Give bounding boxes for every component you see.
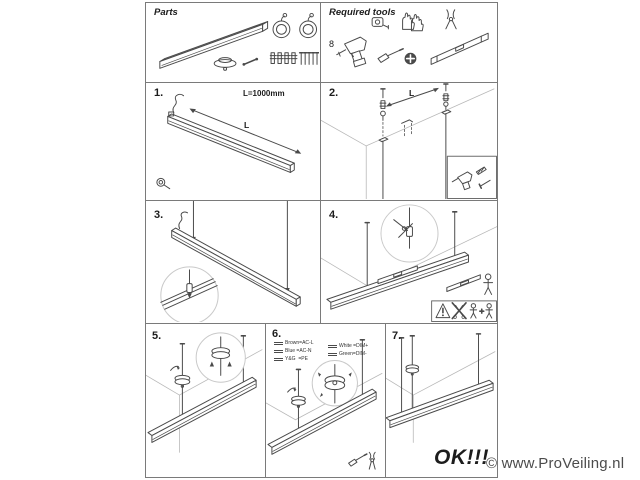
ceiling-cup-icon xyxy=(406,365,419,375)
ceiling-cup-icon xyxy=(171,366,190,387)
light-bar-icon xyxy=(148,377,256,442)
parts-title: Parts xyxy=(154,7,178,18)
wire-symbol xyxy=(274,342,283,345)
step7-number: 7. xyxy=(392,330,402,342)
pliers-icon xyxy=(446,10,456,29)
detail-circle-cup-wiring xyxy=(312,361,357,406)
step4-number: 4. xyxy=(329,209,339,221)
legend-label-green: Green=DIM- xyxy=(339,351,367,357)
step2-dim-label: L xyxy=(409,88,415,98)
anchor-icon xyxy=(476,167,486,174)
suspension-cable-coil-icon xyxy=(273,13,316,37)
panel-parts xyxy=(146,3,319,81)
spirit-level-icon xyxy=(431,33,488,64)
power-wire-icon xyxy=(173,94,184,112)
tools-title: Required tools xyxy=(329,7,396,18)
drill-icon xyxy=(337,37,366,67)
drill-icon xyxy=(452,172,472,190)
detail-circle-cup xyxy=(196,333,245,382)
warning-triangle-icon xyxy=(436,304,450,318)
mount-hardware-left xyxy=(379,89,388,199)
detail-circle-cable-grip xyxy=(161,267,218,322)
screwdriver-icon xyxy=(349,454,367,466)
pliers-icon xyxy=(369,452,375,469)
bracket-icon xyxy=(242,58,258,66)
step2-illustration xyxy=(321,83,497,199)
spirit-level-icon xyxy=(447,275,480,292)
wall-anchors-icon xyxy=(270,53,297,64)
legend-label-yg: Y&G =PE xyxy=(285,356,308,362)
wire-symbol xyxy=(274,358,283,361)
bracket-icon xyxy=(402,120,413,137)
detail-circle-cut-cable xyxy=(381,205,438,262)
legend-row-yg xyxy=(274,356,313,362)
phillips-bit-icon xyxy=(405,53,416,64)
light-bar-icon xyxy=(168,112,295,172)
screw-icon xyxy=(479,180,490,188)
mount-hardware-right xyxy=(442,84,451,199)
step5-illustration xyxy=(146,324,264,477)
wire-legend-left xyxy=(274,340,313,364)
step3-illustration xyxy=(146,201,319,322)
legend-row-white xyxy=(328,343,368,349)
panel-step-4 xyxy=(321,201,497,322)
legend-row-green xyxy=(328,351,368,357)
warning-box xyxy=(432,301,497,322)
step1-length-note: L=1000mm xyxy=(243,89,285,98)
wire-symbol xyxy=(328,345,337,348)
step3-number: 3. xyxy=(154,209,164,221)
drill-bit-size-label: 8 xyxy=(329,39,335,49)
legend-label-blue: Blue =AC-N xyxy=(285,348,312,354)
panel-step-6 xyxy=(266,324,384,477)
step1-dim-label: L xyxy=(244,120,250,130)
panel-step-2 xyxy=(321,83,497,199)
panel-step-1 xyxy=(146,83,319,199)
panel-step-7 xyxy=(386,324,497,477)
screwdriver-icon xyxy=(378,49,403,63)
screw-eye-icon xyxy=(157,178,170,188)
two-person-icon xyxy=(470,304,492,318)
tape-measure-icon xyxy=(372,18,388,29)
step1-illustration xyxy=(146,83,319,199)
panel-step-3 xyxy=(146,201,319,322)
step5-number: 5. xyxy=(152,330,162,342)
wire-legend-right xyxy=(328,343,368,359)
step2-number: 2. xyxy=(329,87,339,99)
legend-label-white: White =DIM+ xyxy=(339,343,369,349)
legend-label-brown: Brown=AC-L xyxy=(285,340,314,346)
ok-label: OK!!! xyxy=(434,446,489,469)
watermark: © www.ProVeiling.nl xyxy=(486,455,625,472)
screws-icon xyxy=(300,53,319,65)
gloves-icon xyxy=(403,13,424,31)
legend-row-brown xyxy=(274,340,313,346)
panel-required-tools xyxy=(321,3,497,81)
panel-step-5 xyxy=(146,324,264,477)
wire-symbol xyxy=(274,350,283,353)
ceiling-cup-icon xyxy=(288,388,306,408)
step4-illustration xyxy=(321,201,497,322)
no-cut-icon xyxy=(452,303,466,319)
person-icon xyxy=(484,274,493,294)
tools-inset-box xyxy=(447,156,496,198)
light-bar-icon xyxy=(386,380,493,427)
legend-row-blue xyxy=(274,348,313,354)
step6-number: 6. xyxy=(272,328,282,340)
ceiling-cup-icon xyxy=(214,58,236,71)
wire-symbol xyxy=(328,353,337,356)
step1-number: 1. xyxy=(154,87,164,99)
power-wire-icon xyxy=(179,212,188,229)
